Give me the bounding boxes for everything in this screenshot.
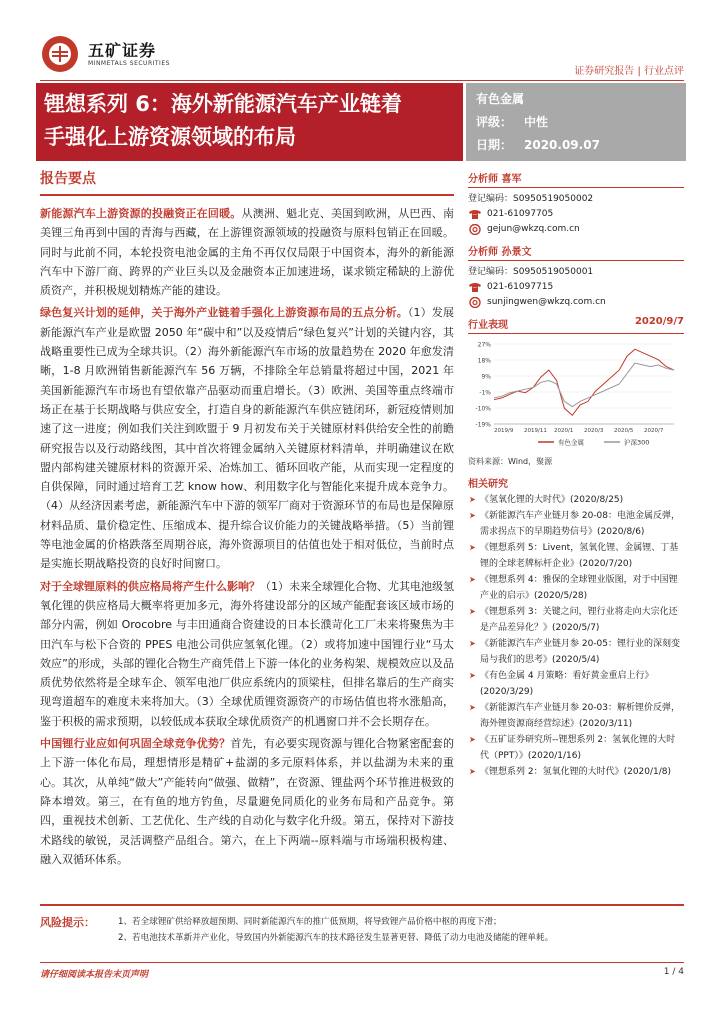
email-icon bbox=[468, 297, 482, 308]
analyst-email-row bbox=[468, 222, 684, 237]
chart-source: 资料来源：Wind，聚源 bbox=[468, 457, 553, 466]
related-research-label: 《新能源汽车产业链月参 20-08：电池金属反弹，需求拐点下的早期趋势信号》(2020/8/6) bbox=[480, 511, 681, 537]
analyst-title: 分析师 喜军 bbox=[468, 168, 684, 188]
bullet-arrow-icon: ➤ bbox=[469, 703, 476, 712]
paragraph-1-highlight: 新能源汽车上游资源的投融资正在回暖。 bbox=[40, 207, 242, 220]
page-number: 1 / 4 bbox=[663, 967, 684, 977]
analyst-email[interactable]: gejun@wkzq.com.cn bbox=[487, 224, 580, 234]
page-footer bbox=[40, 962, 684, 980]
y-tick-label: -10% bbox=[475, 405, 491, 413]
header-divider bbox=[40, 80, 684, 81]
paragraph-3 bbox=[40, 577, 454, 731]
x-tick-label: 2020/5 bbox=[614, 428, 634, 434]
risk-item-2: 2、若电池技术革新并产业化，导致国内外新能源汽车的技术路径发生显著更替、降低了动力电池及储能的锂单耗。 bbox=[118, 933, 554, 943]
related-research-item[interactable] bbox=[468, 508, 684, 540]
bullet-arrow-icon: ➤ bbox=[469, 735, 476, 744]
related-research-item[interactable] bbox=[468, 572, 684, 604]
bullet-arrow-icon: ➤ bbox=[469, 671, 476, 680]
paragraph-2 bbox=[40, 303, 454, 573]
paragraph-1 bbox=[40, 204, 454, 300]
bullet-arrow-icon: ➤ bbox=[469, 543, 476, 552]
risk-item-1: 1、若全球锂矿供给释放超预期、同时新能源汽车的推广低预期，将导致锂产品价格中枢的再度下滑； bbox=[118, 917, 502, 927]
x-tick-label: 2019/9 bbox=[494, 428, 514, 434]
paragraph-1-text: 从澳洲、魁北克、美国到欧洲，从巴西、南美锂三角再到中国的青海与西藏，在上游锂资源领域的投融资与原料包销正在回暖。同时与此前不同，本轮投资电池金属的主角不再仅仅局限于中国资本，海外的新能源汽车中下游厂商、跨界的产业巨头以及金融资本正加速进场，谋求锁定稀缺的上游优质资产，并积极规划精炼产能的建设。 bbox=[40, 207, 454, 298]
analyst-title: 分析师 孙景文 bbox=[468, 241, 684, 261]
industry-performance-chart bbox=[468, 336, 684, 454]
logo-en-text: MINMETALS SECURITIES bbox=[88, 60, 170, 67]
related-research-label: 《锂想系列 4：雅保的全球锂业版图，对于中国锂产业的启示》(2020/5/28) bbox=[480, 575, 678, 601]
analyst-block-1 bbox=[468, 168, 684, 237]
analyst-email-row bbox=[468, 295, 684, 310]
related-research-item[interactable] bbox=[468, 540, 684, 572]
x-tick-label: 2020/3 bbox=[584, 428, 604, 434]
related-research-item[interactable] bbox=[468, 492, 684, 508]
legend-label: 沪深300 bbox=[624, 438, 650, 447]
series-line-hs300 bbox=[494, 363, 674, 407]
section-divider bbox=[40, 194, 454, 196]
section-title: 报告要点 bbox=[40, 171, 96, 187]
bullet-arrow-icon: ➤ bbox=[469, 639, 476, 648]
chart-title: 行业表现 bbox=[468, 320, 508, 331]
analyst-phone: 021-61097715 bbox=[487, 282, 554, 292]
paragraph-2-highlight: 绿色复兴计划的延伸，关于海外产业链着手强化上游资源布局的五点分析。 bbox=[40, 306, 408, 320]
date-row bbox=[476, 134, 676, 157]
disclaimer-note: 请仔细阅读本报告末页声明 bbox=[40, 970, 149, 980]
report-type: 证券研究报告 | 行业点评 bbox=[574, 66, 684, 77]
chart-header bbox=[468, 316, 684, 334]
paragraph-3-highlight: 对于全球锂原料的供应格局将产生什么影响？ bbox=[40, 579, 260, 593]
sidebar bbox=[468, 168, 684, 780]
analyst-email[interactable]: sunjingwen@wkzq.com.cn bbox=[487, 297, 606, 307]
report-title-line-2: 手强化上游资源领域的布局 bbox=[44, 125, 296, 149]
related-research-item[interactable] bbox=[468, 764, 684, 780]
related-research-label: 《新能源汽车产业链月参 20-03：解析锂价反弹，海外锂资源商经营综述》(2020/3/11) bbox=[480, 703, 681, 729]
rating-value: 中性 bbox=[524, 115, 549, 129]
legend-label: 有色金属 bbox=[558, 438, 584, 447]
related-research-list bbox=[468, 492, 684, 780]
related-research-item[interactable] bbox=[468, 700, 684, 732]
rating-row bbox=[476, 111, 676, 134]
y-tick-label: 27% bbox=[477, 341, 491, 349]
date-label: 日期： bbox=[476, 138, 513, 152]
x-tick-label: 2019/11 bbox=[524, 428, 547, 434]
related-research-title: 相关研究 bbox=[468, 479, 508, 490]
paragraph-3-text: （1）未来全球锂化合物、尤其电池级氢氧化锂的供应格局大概率将更加多元，海外将建设部分的区域产能配套该区域市场的部分内需，例如 Orocobre 与丰田通商合资建设的日本长濮苛化工厂未来将聚焦为丰田汽车与松下合资的 PPES 电池公司供应氢氧化锂。（2）或将加速中国锂行业“马太效应”的形成，头部的锂化合物生产商凭借上下游一体化的业务构架、规模效应以及品质优势依然将是全球车企、领军电池厂供应系统内的顶梁柱，但排名靠后的生产商实现弯道超车的难度未来将加大。（3）全球优质锂资源资产的市场估值也将水涨船高，鉴于积极的需求预期，以较低成本获取全球优质资产的机遇窗口并不会长期存在。 bbox=[40, 579, 454, 728]
rating-label: 评级： bbox=[476, 115, 513, 129]
analyst-phone-row bbox=[468, 280, 684, 295]
related-research-label: 《锂想系列 2：氢氧化锂的大时代》(2020/1/8) bbox=[480, 767, 672, 777]
phone-icon bbox=[468, 209, 482, 220]
y-tick-label: -1% bbox=[479, 389, 491, 397]
analyst-phone: 021-61097705 bbox=[487, 209, 554, 219]
x-tick-label: 2020/7 bbox=[644, 428, 664, 434]
y-tick-label: 18% bbox=[477, 357, 491, 365]
sector-name: 有色金属 bbox=[476, 92, 525, 106]
series-line-nonferrous bbox=[494, 349, 674, 415]
related-research-item[interactable] bbox=[468, 732, 684, 764]
related-research-label: 《有色金属 4 月策略：看好黄金重启上行》(2020/3/29) bbox=[480, 671, 654, 697]
related-research-label: 《新能源汽车产业链月参 20-05：锂行业的深刻变局与我们的思考》(2020/5/4) bbox=[480, 639, 681, 665]
related-research-item[interactable] bbox=[468, 604, 684, 636]
x-tick-label: 2020/1 bbox=[554, 428, 574, 434]
analyst-reg: 登记编码：S0950519050002 bbox=[468, 194, 594, 204]
bullet-arrow-icon: ➤ bbox=[469, 767, 476, 776]
chart-date: 2020/9/7 bbox=[634, 316, 684, 327]
page-header bbox=[0, 0, 724, 90]
bullet-arrow-icon: ➤ bbox=[469, 575, 476, 584]
report-meta-box bbox=[466, 83, 686, 161]
related-research-label: 《氢氧化锂的大时代》(2020/8/25) bbox=[480, 495, 624, 505]
paragraph-4-highlight: 中国锂行业应如何巩固全球竞争优势？ bbox=[40, 737, 231, 751]
company-logo bbox=[40, 34, 200, 74]
report-body bbox=[40, 168, 454, 872]
related-research-label: 《锂想系列 5：Livent，氢氧化锂、金属锂、丁基锂的全球老牌标杆企业》(2020/7/20) bbox=[480, 543, 679, 569]
risk-section bbox=[40, 904, 684, 946]
email-icon bbox=[468, 224, 482, 235]
phone-icon bbox=[468, 282, 482, 293]
bullet-arrow-icon: ➤ bbox=[469, 607, 476, 616]
minmetals-emblem-icon bbox=[40, 34, 80, 74]
bullet-arrow-icon: ➤ bbox=[469, 511, 476, 520]
y-tick-label: 9% bbox=[481, 373, 491, 381]
paragraph-4 bbox=[40, 734, 454, 869]
related-research-label: 《五矿证券研究所--锂想系列 2：氢氧化锂的大时代（PPT）》(2020/1/16) bbox=[480, 735, 676, 761]
analyst-phone-row bbox=[468, 207, 684, 222]
analyst-block-2 bbox=[468, 241, 684, 310]
related-research-item[interactable] bbox=[468, 668, 684, 700]
report-title-line-1: 锂想系列 6：海外新能源汽车产业链着 bbox=[44, 92, 402, 116]
logo-cn-text: 五矿证券 bbox=[88, 41, 157, 60]
report-title-box bbox=[36, 83, 463, 161]
y-tick-label: -19% bbox=[475, 421, 491, 429]
paragraph-2-text: （1）发展新能源汽车产业是欧盟 2050 年“碳中和”以及疫情后“绿色复兴”计划的关键内容，其战略重要性已成为全球共识。（2）海外新能源汽车市场的放量趋势在 2020 年愈发清晰，1-8 月欧洲销售新能源汽车 56 万辆，不排除全年总销量将超过中国，2021 年美国新能源汽车市场也有望依靠产品驱动而重启增长。（3）欧洲、美国等重点终端市场正在基于长期战略与供应安全，打造自身的新能源汽车供应链闭环，新冠疫情则加速了这一进度；例如我们关注到欧盟于 9 月初发布关于关键原材料供给安全性的前瞻研究报告以及行动路线图，其中首次将锂金属纳入关键原材料清单，并明确建议在欧盟内部构建关键原材料的资源开采、冶炼加工、循环回收产能，从而实现一定程度的自供保障，同时通过培育工艺 know how、利用数字化与智能化来提升成本竞争力。（4）从经济因素考虑，新能源汽车中下游的领军厂商对于资源环节的布局也是保障原材料品质、量价稳定性、压缩成本、提升综合议价能力的关键战略举措。（5）当前锂等电池金属的价格跌落至周期谷底，海外资源项目的估值也处于相对低位，当前时点是实施长期战略投资的良好时间窗口。 bbox=[40, 306, 454, 571]
risk-label: 风险提示： bbox=[40, 916, 95, 929]
analyst-reg: 登记编码：S0950519050001 bbox=[468, 267, 594, 277]
related-research-label: 《锂想系列 3：关键之问，锂行业将走向大宗化还是产品差异化？》(2020/5/7) bbox=[480, 607, 678, 633]
related-research-item[interactable] bbox=[468, 636, 684, 668]
date-value: 2020.09.07 bbox=[524, 138, 600, 152]
bullet-arrow-icon: ➤ bbox=[469, 495, 476, 504]
paragraph-4-text: 首先，有必要实现资源与锂化合物紧密配套的上下游一体化布局，理想情形是精矿+盐湖的多元原料体系，并以盐湖为未来的重心。其次，从单纯“做大”产能转向“做强、做精”，在资源、锂盐两个环节推进极致的降本增效。第三，在有鱼的地方钓鱼，尽量避免同质化的业务布局和产品竞争。第四，重视技术创新、工艺优化、生产线的自动化与数字化升级。第五，保持对下游技术路线的敏锐，灵活调整产品组合。第六，在上下两端--原料端与市场端积极构建、融入双循环体系。 bbox=[40, 737, 455, 866]
